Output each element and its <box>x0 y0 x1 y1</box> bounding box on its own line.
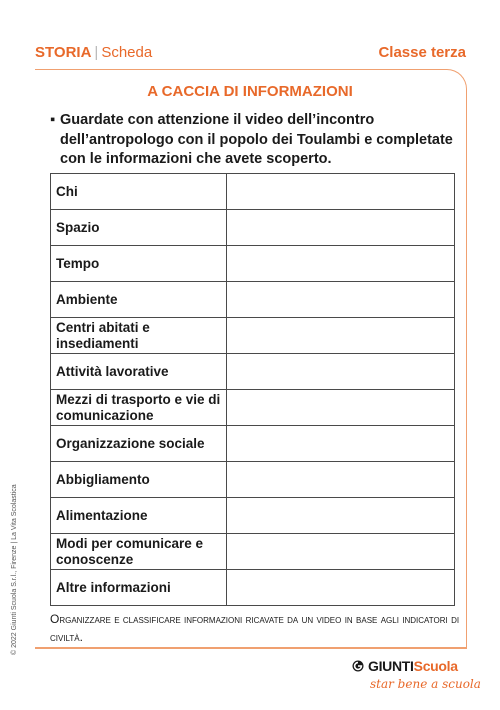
answer-cell[interactable] <box>227 426 455 462</box>
information-table-body <box>51 174 455 606</box>
row-label: Alimentazione <box>51 498 227 534</box>
answer-cell[interactable] <box>227 282 455 318</box>
table-row <box>51 426 455 462</box>
table-row <box>51 210 455 246</box>
row-label: Modi per comunicare e conoscenze <box>51 534 227 570</box>
table-row <box>51 390 455 426</box>
answer-cell[interactable] <box>227 210 455 246</box>
giunti-logo-icon <box>352 660 364 672</box>
instruction-block <box>50 111 470 170</box>
table-row <box>51 570 455 606</box>
copyright-notice: © 2022 Giunti Scuola S.r.l., Firenze | La Vita Scolastica <box>11 484 18 655</box>
header-separator: | <box>94 44 99 61</box>
sheet-type: Scheda <box>101 44 153 61</box>
table-row <box>51 174 455 210</box>
grade-label: Classe terza <box>378 44 466 61</box>
answer-cell[interactable] <box>227 534 455 570</box>
table-row <box>51 462 455 498</box>
table-row <box>51 318 455 354</box>
answer-cell[interactable] <box>227 390 455 426</box>
row-label: Spazio <box>51 210 227 246</box>
row-label: Chi <box>51 174 227 210</box>
answer-cell[interactable] <box>227 174 455 210</box>
answer-cell[interactable] <box>227 570 455 606</box>
answer-cell[interactable] <box>227 462 455 498</box>
answer-cell[interactable] <box>227 354 455 390</box>
publisher-tagline: star bene a scuola <box>370 677 481 691</box>
row-label: Mezzi di trasporto e vie di comunicazione <box>51 390 227 426</box>
row-label: Tempo <box>51 246 227 282</box>
page-header <box>35 44 466 64</box>
subject-name: STORIA <box>35 44 92 61</box>
publisher-logo <box>352 658 481 698</box>
table-row <box>51 498 455 534</box>
row-label: Ambiente <box>51 282 227 318</box>
row-label: Attività lavorative <box>51 354 227 390</box>
square-bullet-icon: ▪ <box>50 112 56 128</box>
learning-objective: Organizzare e classificare informazioni ricavate da un video in base agli indicatori di civiltà. <box>50 612 460 644</box>
information-table <box>50 173 455 606</box>
content-frame-bottom <box>35 647 467 649</box>
worksheet-title: A CACCIA DI INFORMAZIONI <box>147 83 353 100</box>
answer-cell[interactable] <box>227 246 455 282</box>
subject-label <box>35 44 152 61</box>
publisher-name-main: GIUNTI <box>368 658 414 674</box>
table-row <box>51 354 455 390</box>
instruction-text: Guardate con attenzione il video dell’incontro dell’antropologo con il popolo dei Toulambi e completate con le informazioni che avete scoperto. <box>60 112 453 167</box>
answer-cell[interactable] <box>227 318 455 354</box>
row-label: Organizzazione sociale <box>51 426 227 462</box>
table-row <box>51 246 455 282</box>
row-label: Centri abitati e insediamenti <box>51 318 227 354</box>
publisher-name-accent: Scuola <box>413 658 458 674</box>
table-row <box>51 534 455 570</box>
row-label: Abbigliamento <box>51 462 227 498</box>
publisher-name <box>368 658 458 674</box>
answer-cell[interactable] <box>227 498 455 534</box>
row-label: Altre informazioni <box>51 570 227 606</box>
table-row <box>51 282 455 318</box>
